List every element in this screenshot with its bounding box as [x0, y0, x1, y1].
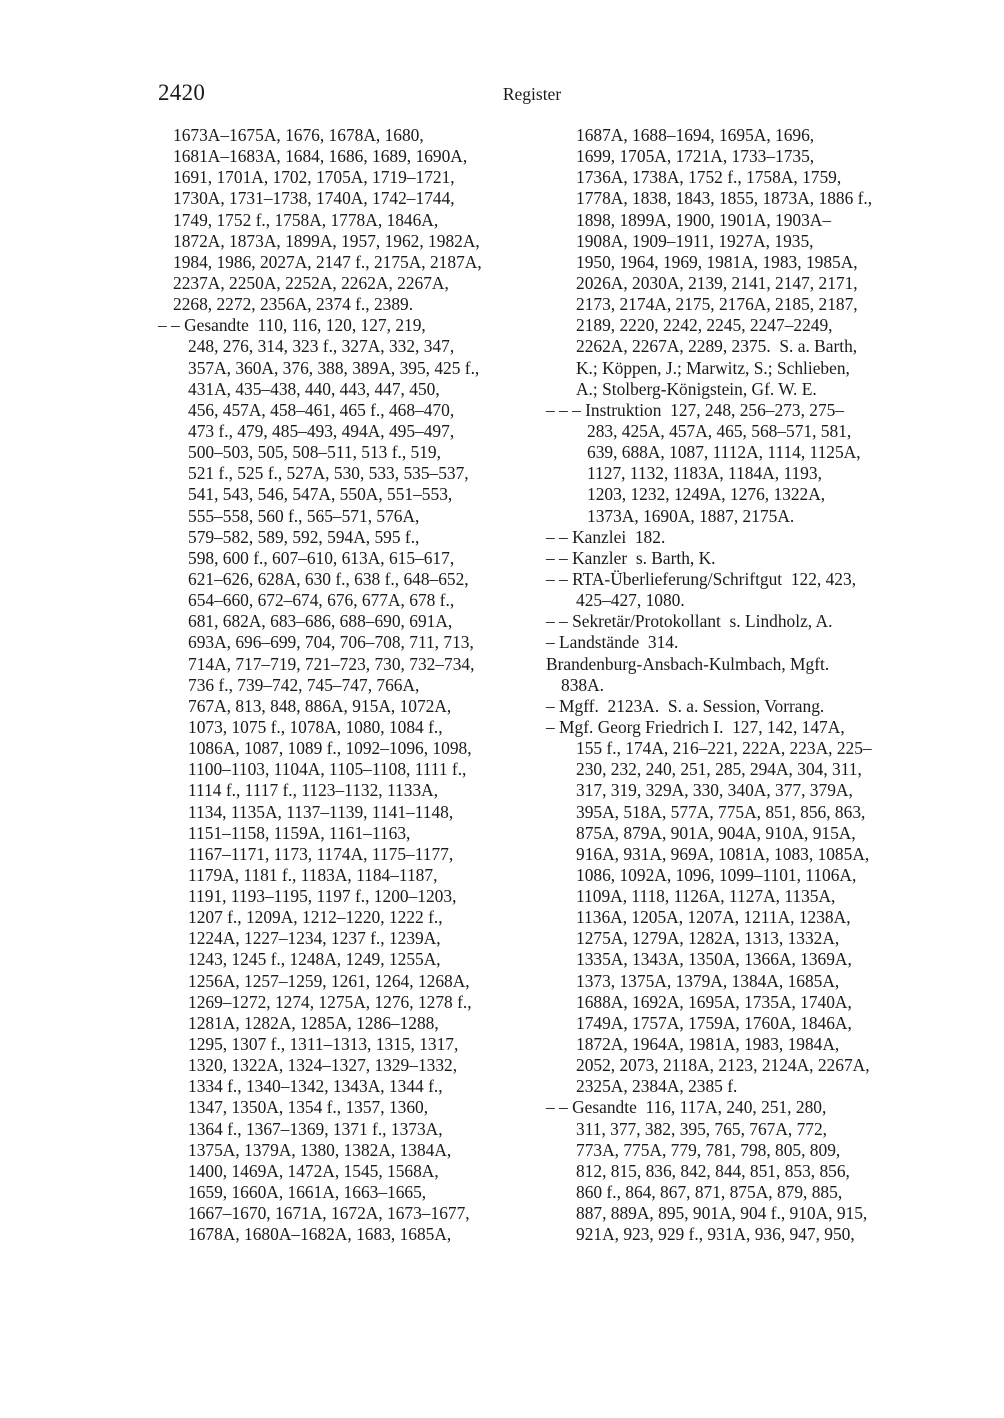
- index-line: 2237A, 2250A, 2252A, 2262A, 2267A,: [173, 272, 449, 293]
- index-line: 736 f., 739–742, 745–747, 766A,: [188, 674, 420, 695]
- index-line: 1256A, 1257–1259, 1261, 1264, 1268A,: [188, 970, 470, 991]
- index-line: 1872A, 1873A, 1899A, 1957, 1962, 1982A,: [173, 230, 480, 251]
- index-line: 500–503, 505, 508–511, 513 f., 519,: [188, 442, 441, 463]
- index-line: 541, 543, 546, 547A, 550A, 551–553,: [188, 484, 453, 505]
- index-line: 1281A, 1282A, 1285A, 1286–1288,: [188, 1012, 439, 1033]
- index-line: 2026A, 2030A, 2139, 2141, 2147, 2171,: [576, 272, 858, 293]
- index-line: 921A, 923, 929 f., 931A, 936, 947, 950,: [576, 1224, 855, 1245]
- index-line: 1400, 1469A, 1472A, 1545, 1568A,: [188, 1160, 439, 1181]
- index-line: 1295, 1307 f., 1311–1313, 1315, 1317,: [188, 1034, 459, 1055]
- index-line: – – Gesandte 110, 116, 120, 127, 219,: [158, 315, 426, 336]
- index-line: 521 f., 525 f., 527A, 530, 533, 535–537,: [188, 463, 469, 484]
- index-line: – – Kanzlei 182.: [546, 526, 666, 547]
- index-line: 1275A, 1279A, 1282A, 1313, 1332A,: [576, 928, 840, 949]
- index-line: 1109A, 1118, 1126A, 1127A, 1135A,: [576, 886, 836, 907]
- index-line: 1203, 1232, 1249A, 1276, 1322A,: [587, 484, 826, 505]
- running-head: Register: [502, 84, 562, 104]
- index-line: 1347, 1350A, 1354 f., 1357, 1360,: [188, 1097, 429, 1118]
- index-line: 773A, 775A, 779, 781, 798, 805, 809,: [576, 1139, 841, 1160]
- index-line: 1269–1272, 1274, 1275A, 1276, 1278 f.,: [188, 991, 472, 1012]
- index-line: 425–427, 1080.: [576, 590, 685, 611]
- index-line: 1778A, 1838, 1843, 1855, 1873A, 1886 f.,: [576, 188, 873, 209]
- index-line: 1673A–1675A, 1676, 1678A, 1680,: [173, 125, 424, 145]
- index-line: 598, 600 f., 607–610, 613A, 615–617,: [188, 547, 455, 568]
- index-line: 1984, 1986, 2027A, 2147 f., 2175A, 2187A,: [173, 251, 482, 272]
- index-line: 693A, 696–699, 704, 706–708, 711, 713,: [188, 632, 474, 653]
- index-line: 283, 425A, 457A, 465, 568–571, 581,: [587, 420, 852, 441]
- index-line: 1127, 1132, 1183A, 1184A, 1193,: [587, 463, 822, 484]
- index-line: 1667–1670, 1671A, 1672A, 1673–1677,: [188, 1203, 470, 1224]
- index-line: 2052, 2073, 2118A, 2123, 2124A, 2267A,: [576, 1055, 870, 1076]
- index-line: 230, 232, 240, 251, 285, 294A, 304, 311,: [576, 759, 862, 780]
- index-line: – – – Instruktion 127, 248, 256–273, 275–: [546, 399, 845, 420]
- index-line: 1100–1103, 1104A, 1105–1108, 1111 f.,: [188, 759, 467, 780]
- index-line: 2268, 2272, 2356A, 2374 f., 2389.: [173, 294, 414, 315]
- index-line: 2262A, 2267A, 2289, 2375. S. a. Barth,: [576, 336, 858, 357]
- index-line: 1086A, 1087, 1089 f., 1092–1096, 1098,: [188, 738, 472, 759]
- index-line: K.; Köppen, J.; Marwitz, S.; Schlieben,: [576, 357, 850, 378]
- index-line: 916A, 931A, 969A, 1081A, 1083, 1085A,: [576, 843, 870, 864]
- index-line: 1749, 1752 f., 1758A, 1778A, 1846A,: [173, 209, 439, 230]
- index-line: 1335A, 1343A, 1350A, 1366A, 1369A,: [576, 949, 852, 970]
- index-line: 1151–1158, 1159A, 1161–1163,: [188, 822, 411, 843]
- index-line: – Mgff. 2123A. S. a. Session, Vorrang.: [546, 695, 825, 716]
- index-line: 1699, 1705A, 1721A, 1733–1735,: [576, 146, 815, 167]
- index-line: 248, 276, 314, 323 f., 327A, 332, 347,: [188, 336, 455, 357]
- index-line: 1950, 1964, 1969, 1981A, 1983, 1985A,: [576, 251, 858, 272]
- index-line: 1691, 1701A, 1702, 1705A, 1719–1721,: [173, 167, 455, 188]
- index-line: 1320, 1322A, 1324–1327, 1329–1332,: [188, 1055, 458, 1076]
- index-line: 887, 889A, 895, 901A, 904 f., 910A, 915,: [576, 1203, 868, 1224]
- index-line: 1086, 1092A, 1096, 1099–1101, 1106A,: [576, 864, 857, 885]
- index-line: 875A, 879A, 901A, 904A, 910A, 915A,: [576, 822, 856, 843]
- index-line: 1687A, 1688–1694, 1695A, 1696,: [576, 125, 815, 145]
- index-line: 395A, 518A, 577A, 775A, 851, 856, 863,: [576, 801, 866, 822]
- index-line: 1136A, 1205A, 1207A, 1211A, 1238A,: [576, 907, 851, 928]
- index-line: 1688A, 1692A, 1695A, 1735A, 1740A,: [576, 991, 852, 1012]
- index-line: 1681A–1683A, 1684, 1686, 1689, 1690A,: [173, 146, 468, 167]
- register-column-left: [158, 125, 538, 1245]
- index-line: 621–626, 628A, 630 f., 638 f., 648–652,: [188, 568, 469, 589]
- index-line: – – Kanzler s. Barth, K.: [546, 547, 716, 568]
- index-line: 1898, 1899A, 1900, 1901A, 1903A–: [576, 209, 832, 230]
- index-line: Brandenburg-Ansbach-Kulmbach, Mgft.: [546, 653, 830, 674]
- index-line: 767A, 813, 848, 886A, 915A, 1072A,: [188, 695, 452, 716]
- index-line: 2325A, 2384A, 2385 f.: [576, 1076, 738, 1097]
- index-line: 714A, 717–719, 721–723, 730, 732–734,: [188, 653, 475, 674]
- page-header: [158, 80, 906, 110]
- register-column-right: [546, 125, 916, 1245]
- index-line: 1224A, 1227–1234, 1237 f., 1239A,: [188, 928, 441, 949]
- index-line: 1364 f., 1367–1369, 1371 f., 1373A,: [188, 1118, 443, 1139]
- index-line: A.; Stolberg-Königstein, Gf. W. E.: [576, 378, 817, 399]
- index-line: – Mgf. Georg Friedrich I. 127, 142, 147A,: [546, 716, 845, 737]
- index-line: 456, 457A, 458–461, 465 f., 468–470,: [188, 399, 455, 420]
- index-line: 357A, 360A, 376, 388, 389A, 395, 425 f.,: [188, 357, 480, 378]
- index-line: 860 f., 864, 867, 871, 875A, 879, 885,: [576, 1182, 843, 1203]
- index-line: 1678A, 1680A–1682A, 1683, 1685A,: [188, 1224, 452, 1245]
- index-line: 579–582, 589, 592, 594A, 595 f.,: [188, 526, 420, 547]
- index-line: 1073, 1075 f., 1078A, 1080, 1084 f.,: [188, 716, 443, 737]
- index-line: 1167–1171, 1173, 1174A, 1175–1177,: [188, 843, 454, 864]
- index-line: – Landstände 314.: [546, 632, 679, 653]
- index-line: 2173, 2174A, 2175, 2176A, 2185, 2187,: [576, 294, 858, 315]
- index-line: 1375A, 1379A, 1380, 1382A, 1384A,: [188, 1139, 452, 1160]
- index-line: 1243, 1245 f., 1248A, 1249, 1255A,: [188, 949, 441, 970]
- index-line: 317, 319, 329A, 330, 340A, 377, 379A,: [576, 780, 853, 801]
- index-line: 1134, 1135A, 1137–1139, 1141–1148,: [188, 801, 454, 822]
- index-line: 1373, 1375A, 1379A, 1384A, 1685A,: [576, 970, 840, 991]
- index-line: 311, 377, 382, 395, 765, 767A, 772,: [576, 1118, 828, 1139]
- index-line: 1373A, 1690A, 1887, 2175A.: [587, 505, 795, 526]
- index-line: 1872A, 1964A, 1981A, 1983, 1984A,: [576, 1034, 840, 1055]
- index-line: 555–558, 560 f., 565–571, 576A,: [188, 505, 420, 526]
- index-line: 681, 682A, 683–686, 688–690, 691A,: [188, 611, 453, 632]
- index-line: 812, 815, 836, 842, 844, 851, 853, 856,: [576, 1160, 850, 1181]
- index-line: 1736A, 1738A, 1752 f., 1758A, 1759,: [576, 167, 842, 188]
- index-line: 1179A, 1181 f., 1183A, 1184–1187,: [188, 864, 438, 885]
- index-line: 1659, 1660A, 1661A, 1663–1665,: [188, 1182, 427, 1203]
- index-line: 654–660, 672–674, 676, 677A, 678 f.,: [188, 590, 455, 611]
- index-line: – – RTA-Überlieferung/Schriftgut 122, 423,: [546, 568, 857, 589]
- index-line: 838A.: [561, 674, 604, 695]
- index-line: 1730A, 1731–1738, 1740A, 1742–1744,: [173, 188, 455, 209]
- index-line: 1114 f., 1117 f., 1123–1132, 1133A,: [188, 780, 439, 801]
- index-line: 1749A, 1757A, 1759A, 1760A, 1846A,: [576, 1012, 852, 1033]
- index-line: 473 f., 479, 485–493, 494A, 495–497,: [188, 420, 455, 441]
- index-line: 155 f., 174A, 216–221, 222A, 223A, 225–: [576, 738, 872, 759]
- index-line: 1334 f., 1340–1342, 1343A, 1344 f.,: [188, 1076, 443, 1097]
- index-line: 639, 688A, 1087, 1112A, 1114, 1125A,: [587, 442, 861, 463]
- page-number: 2420: [158, 80, 206, 105]
- index-line: 2189, 2220, 2242, 2245, 2247–2249,: [576, 315, 833, 336]
- index-line: 431A, 435–438, 440, 443, 447, 450,: [188, 378, 440, 399]
- index-line: 1908A, 1909–1911, 1927A, 1935,: [576, 230, 814, 251]
- index-line: 1191, 1193–1195, 1197 f., 1200–1203,: [188, 886, 457, 907]
- index-line: – – Sekretär/Protokollant s. Lindholz, A.: [546, 611, 833, 632]
- index-line: – – Gesandte 116, 117A, 240, 251, 280,: [546, 1097, 827, 1118]
- index-line: 1207 f., 1209A, 1212–1220, 1222 f.,: [188, 907, 443, 928]
